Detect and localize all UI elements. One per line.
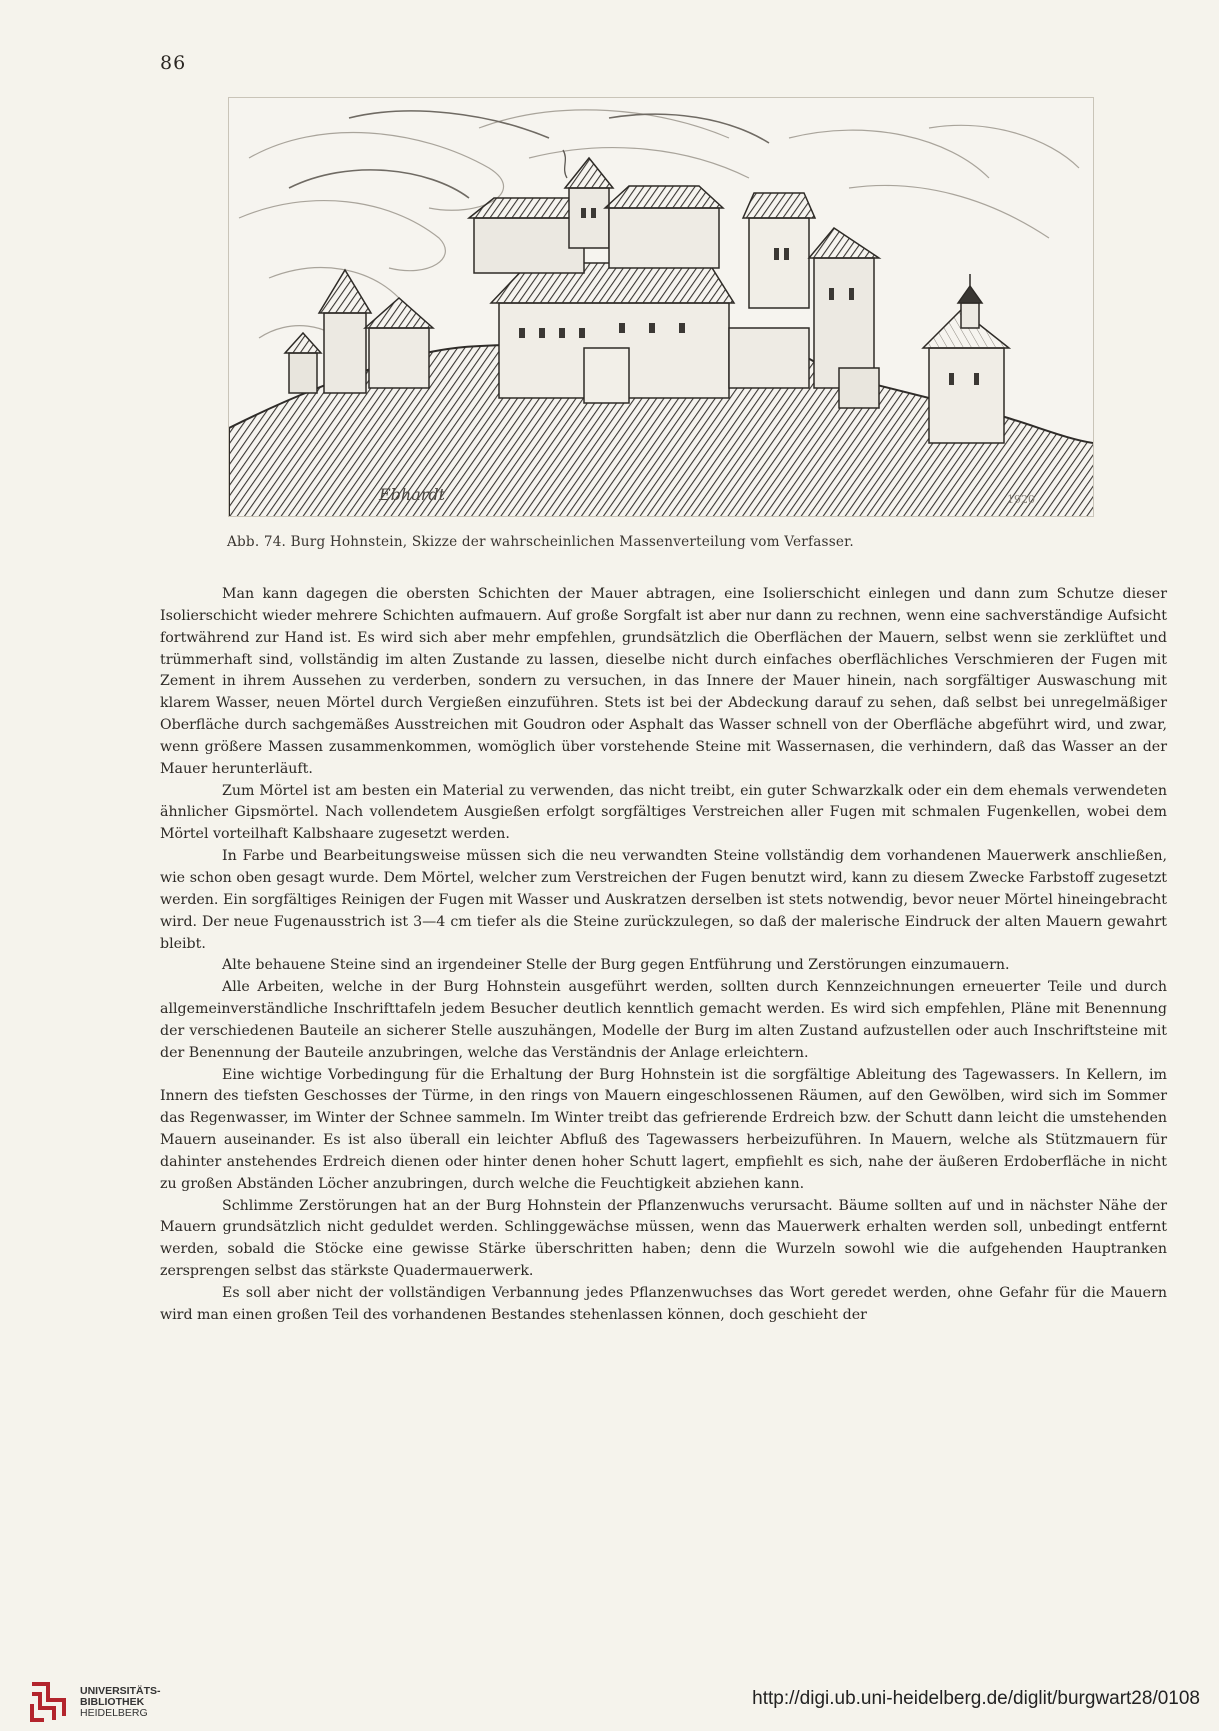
paragraph: Schlimme Zerstörungen hat an der Burg Hohnstein der Pflanzenwuchs verursacht. Bäume sollten auf und in nächster Nähe der Mauern grundsätzlich nicht geduldet werden. Schlinggewächse müssen, wenn das Mauerwerk erhalten werden soll, unbedingt entfernt werden, sobald die Stöcke eine gewisse Stärke überschritten haben; denn die Wurzeln sowohl wie die aufgehenden Hauptranken zersprengen selbst das stärkste Quadermauerwerk.	[160, 1197, 1167, 1280]
castle-sketch-drawing	[229, 98, 1093, 516]
paragraph: Eine wichtige Vorbedingung für die Erhaltung der Burg Hohnstein ist die sorgfältige Ableitung des Tagewassers. In Kellern, im Innern des tiefsten Geschosses der Türme, in den rings von Mauern eingeschlossenen Räumen, auf den Gewölben, wird sich im Sommer das Regenwasser, im Winter der Schnee sammeln. Im Winter treibt das gefrierende Erdreich bzw. der Schutt dann leicht die umstehenden Mauern auseinander. Es ist also überall ein leichter Abfluß des Tagewassers herbeizuführen. In Mauern, welche als Stützmauern für dahinter anstehendes Erdreich dienen oder hinter denen hoher Schutt lagert, empfiehlt es sich, nahe der äußeren Erdoberfläche in nicht zu großen Abständen Löcher anzubringen, durch welche die Feuchtigkeit abziehen kann.	[160, 1066, 1167, 1192]
page-number: 86	[160, 52, 187, 74]
library-name-line1: UNIVERSITÄTS-	[80, 1685, 161, 1697]
castle-sketch-figure	[228, 97, 1094, 517]
sketch-year: 1920	[1007, 493, 1035, 506]
footer	[0, 1680, 1219, 1731]
figure-caption: Abb. 74. Burg Hohnstein, Skizze der wahrscheinlichen Massenverteilung vom Verfasser.	[227, 534, 854, 550]
source-url-link[interactable]: http://digi.ub.uni-heidelberg.de/diglit/burgwart28/0108	[752, 1688, 1200, 1709]
paragraph: Alle Arbeiten, welche in der Burg Hohnstein ausgeführt werden, sollten durch Kennzeichnungen erneuerter Teile und durch allgemeinverständliche Inschrifttafeln jedem Besucher deutlich kenntlich gemacht werden. Es wird sich empfehlen, Pläne mit Benennung der verschiedenen Bauteile an sicherer Stelle auszuhängen, Modelle der Burg im alten Zustand aufzustellen oder auch Inschriftsteine mit der Benennung der Bauteile anzubringen, welche das Verständnis der Anlage erleichtern.	[160, 979, 1167, 1061]
paragraph: Zum Mörtel ist am besten ein Material zu verwenden, das nicht treibt, ein guter Schwarzkalk oder ein dem ehemals verwendeten ähnlicher Gipsmörtel. Nach vollendetem Ausgießen erfolgt sorgfältiges Verstreichen aller Fugen mit schmalen Fugenkellen, wobei dem Mörtel vorteilhaft Kalbshaare zugesetzt werden.	[160, 782, 1167, 843]
library-name	[80, 1686, 161, 1719]
paragraph: Alte behauene Steine sind an irgendeiner Stelle der Burg gegen Entführung und Zerstörungen einzumauern.	[222, 957, 1010, 974]
paragraph: In Farbe und Bearbeitungsweise müssen sich die neu verwandten Steine vollständig dem vorhandenen Mauerwerk anschließen, wie schon oben gesagt wurde. Dem Mörtel, welcher zum Verstreichen der Fugen benutzt wird, kann zu diesem Zwecke Farbstoff zugesetzt werden. Ein sorgfältiges Reinigen der Fugen mit Wasser und Auskratzen derselben ist stets notwendig, bevor neuer Mörtel hineingebracht wird. Der neue Fugenausstrich ist 3—4 cm tiefer als die Steine zurückzulegen, so daß der malerische Eindruck der alten Mauern gewahrt bleibt.	[160, 848, 1167, 952]
paragraph: Man kann dagegen die obersten Schichten der Mauer abtragen, eine Isolierschicht einlegen und dann zum Schutze dieser Isolierschicht wieder mehrere Schichten aufmauern. Auf große Sorgfalt ist aber nur dann zu rechnen, wenn eine sachverständige Aufsicht fortwährend zur Hand ist. Es wird sich aber mehr empfehlen, grundsätzlich die Oberflächen der Mauern, selbst wenn sie zerklüftet und trümmerhaft sind, vollständig im alten Zustande zu lassen, dieselbe nicht durch einfaches oberflächliches Verschmieren der Fugen mit Zement in ihrem Aussehen zu verderben, sondern zu versuchen, in das Innere der Mauer hinein, nach sorgfältiger Auswaschung mit klarem Wasser, neuen Mörtel durch Vergießen einzuführen. Stets ist bei der Abdeckung darauf zu sehen, daß selbst bei unregelmäßiger Oberfläche durch sachgemäßes Ausstreichen mit Goudron oder Asphalt das Wasser schnell von der Oberfläche abgeführt wird, und zwar, wenn größere Massen zusammenkommen, womöglich über vorstehende Steine mit Wassernasen, die verhindern, daß das Wasser an der Mauer herunterläuft.	[160, 586, 1167, 777]
paragraph: Es soll aber nicht der vollständigen Verbannung jedes Pflanzenwuchses das Wort geredet werden, ohne Gefahr für die Mauern wird man einen großen Teil des vorhandenen Bestandes stehenlassen können, doch geschieht der	[160, 1285, 1167, 1323]
body-text	[160, 584, 1167, 1327]
library-name-line3: HEIDELBERG	[80, 1707, 148, 1719]
artist-signature: Ebhardt	[379, 485, 446, 504]
university-library-logo-icon	[28, 1680, 72, 1724]
library-name-line2: BIBLIOTHEK	[80, 1696, 145, 1708]
